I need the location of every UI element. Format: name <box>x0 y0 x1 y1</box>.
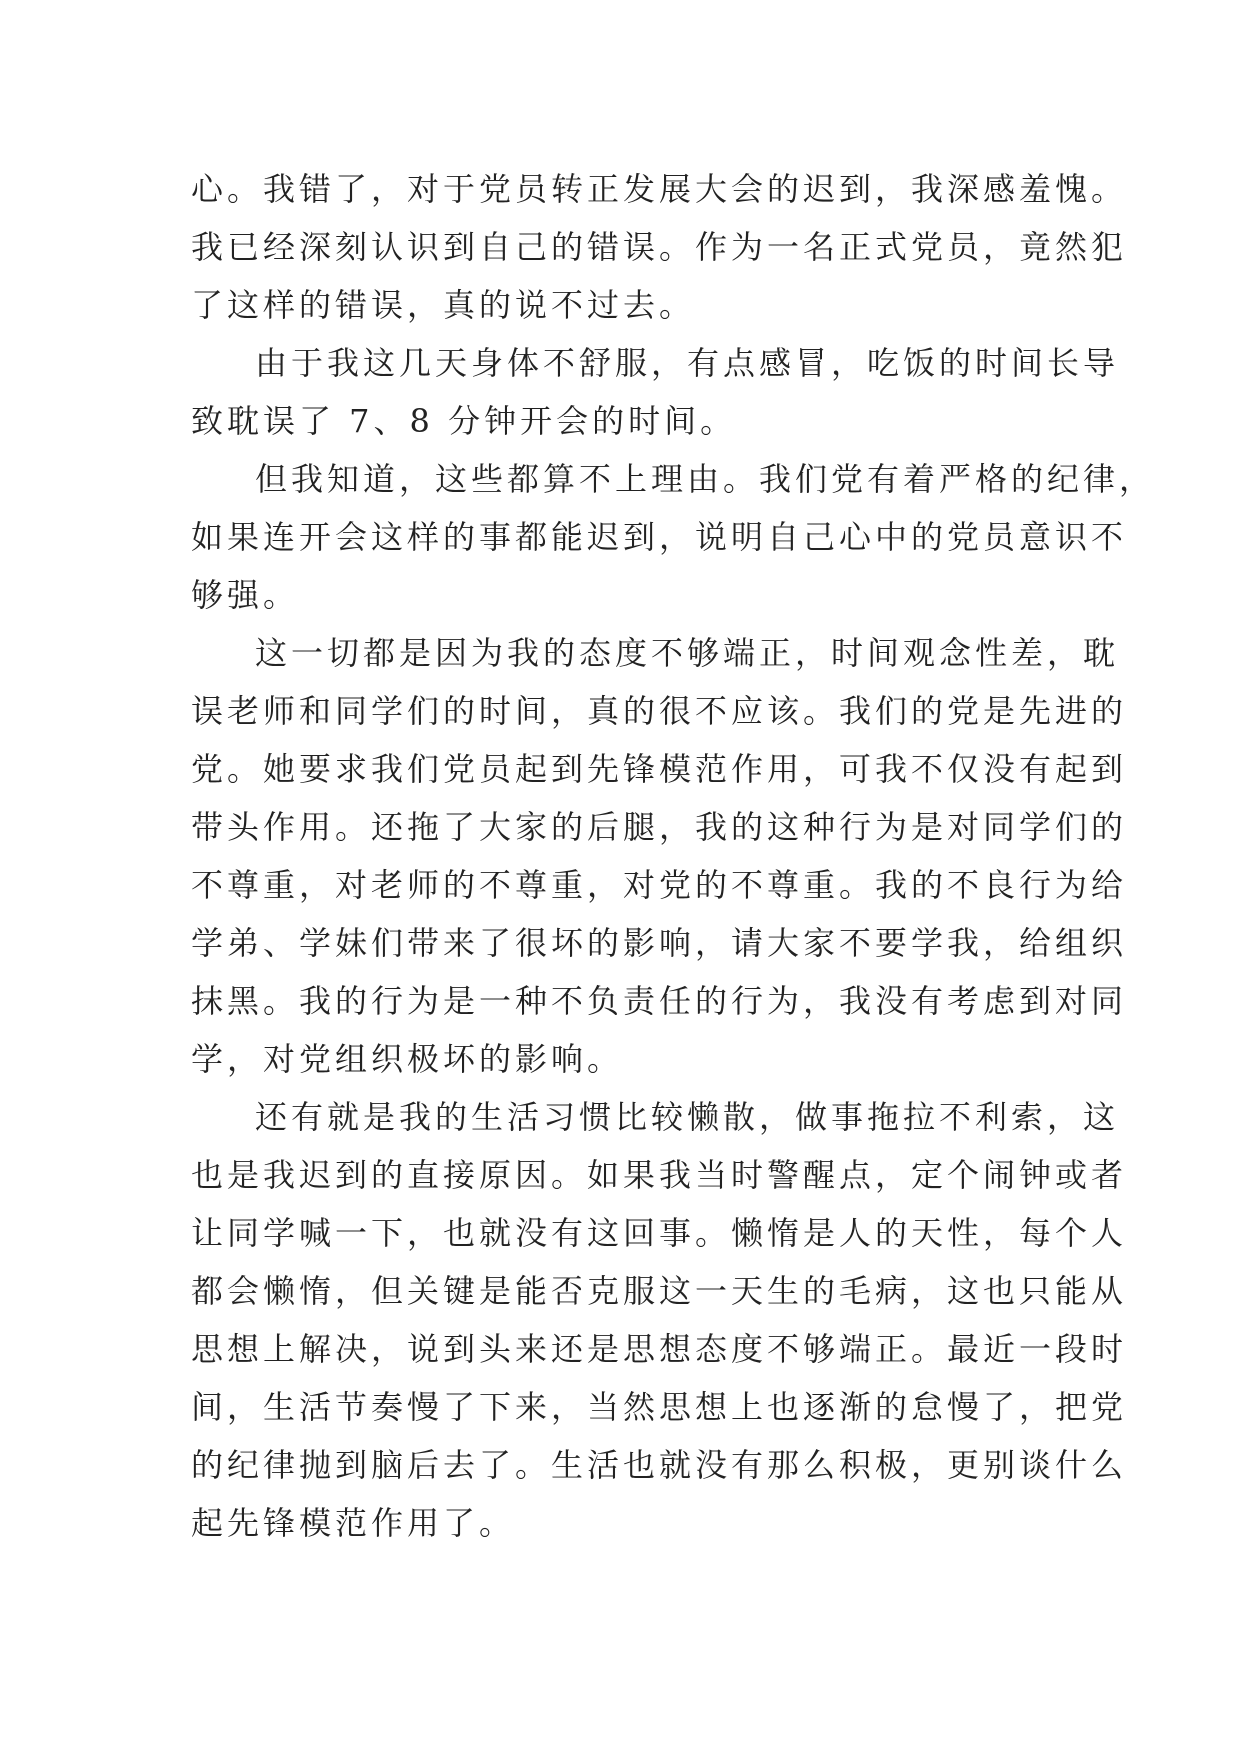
text-line: 误老师和同学们的时间，真的很不应该。我们的党是先进的 <box>191 692 1128 730</box>
text-line: 但我知道，这些都算不上理由。我们党有着严格的纪律， <box>255 460 1156 498</box>
body-text <box>191 160 1156 1552</box>
text-line: 够强。 <box>191 576 300 614</box>
text-line: 致耽误了 7、8 分钟开会的时间。 <box>191 402 737 440</box>
text-line: 间，生活节奏慢了下来，当然思想上也逐渐的怠慢了，把党 <box>191 1388 1128 1426</box>
text-line: 让同学喊一下，也就没有这回事。懒惰是人的天性，每个人 <box>191 1214 1128 1252</box>
text-line: 还有就是我的生活习惯比较懒散，做事拖拉不利索，这 <box>255 1098 1120 1136</box>
text-line: 党。她要求我们党员起到先锋模范作用，可我不仅没有起到 <box>191 750 1128 788</box>
text-line: 带头作用。还拖了大家的后腿，我的这种行为是对同学们的 <box>191 808 1128 846</box>
text-line: 这一切都是因为我的态度不够端正，时间观念性差，耽 <box>255 634 1120 672</box>
text-line: 也是我迟到的直接原因。如果我当时警醒点，定个闹钟或者 <box>191 1156 1128 1194</box>
text-line: 学弟、学妹们带来了很坏的影响，请大家不要学我，给组织 <box>191 924 1128 962</box>
text-line: 了这样的错误，真的说不过去。 <box>191 286 696 324</box>
text-line: 抹黑。我的行为是一种不负责任的行为，我没有考虑到对同 <box>191 982 1128 1020</box>
text-line: 由于我这几天身体不舒服，有点感冒，吃饭的时间长导 <box>255 344 1120 382</box>
text-line: 思想上解决，说到头来还是思想态度不够端正。最近一段时 <box>191 1330 1128 1368</box>
text-line: 不尊重，对老师的不尊重，对党的不尊重。我的不良行为给 <box>191 866 1128 904</box>
text-line: 的纪律抛到脑后去了。生活也就没有那么积极，更别谈什么 <box>191 1446 1128 1484</box>
text-line: 如果连开会这样的事都能迟到，说明自己心中的党员意识不 <box>191 518 1128 556</box>
text-line: 都会懒惰，但关键是能否克服这一天生的毛病，这也只能从 <box>191 1272 1128 1310</box>
text-line: 我已经深刻认识到自己的错误。作为一名正式党员，竟然犯 <box>191 228 1128 266</box>
text-line: 起先锋模范作用了。 <box>191 1504 516 1542</box>
text-line: 学，对党组织极坏的影响。 <box>191 1040 624 1078</box>
text-line: 心。我错了，对于党员转正发展大会的迟到，我深感羞愧。 <box>191 170 1128 208</box>
